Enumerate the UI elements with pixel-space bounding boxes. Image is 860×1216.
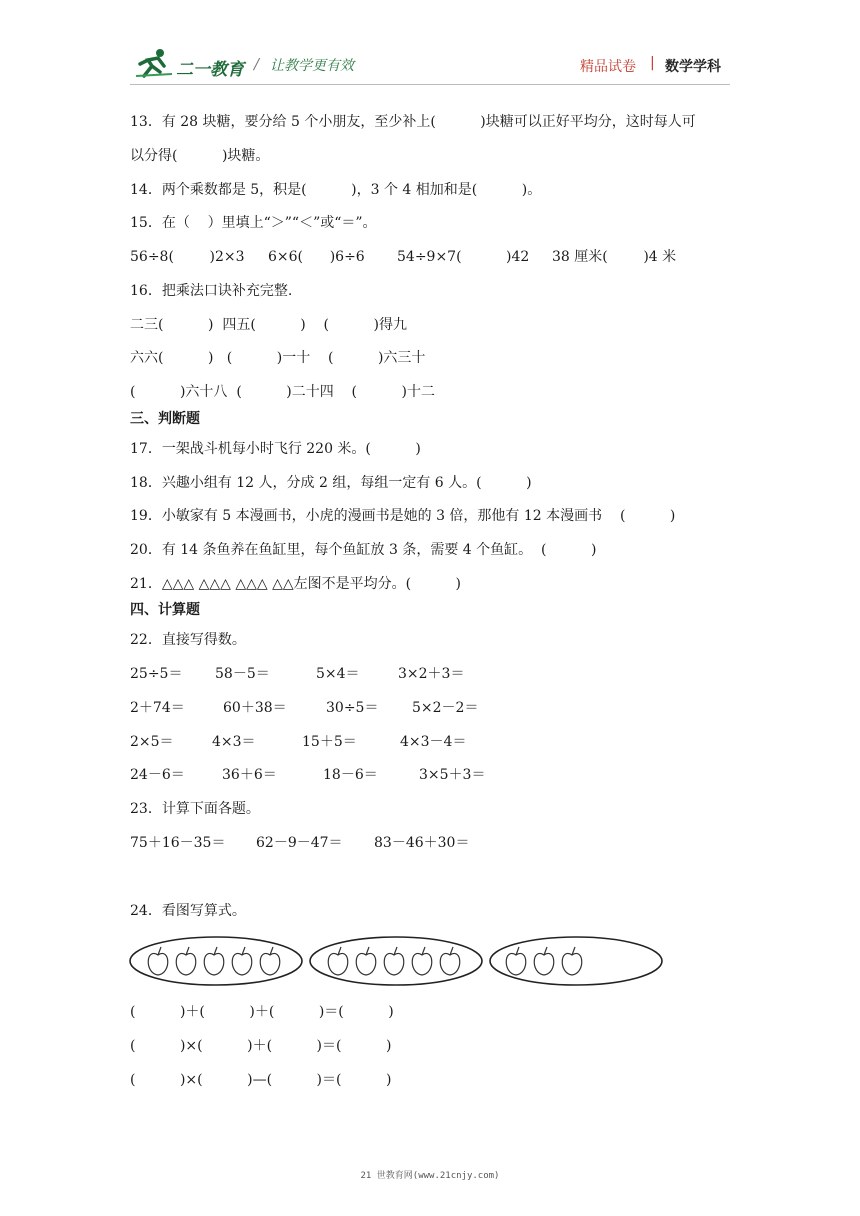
apple-icon bbox=[148, 947, 168, 975]
apple-icon bbox=[356, 947, 376, 975]
question-14: 14．两个乘数都是 5，积是( )，3 个 4 相加和是( )。 bbox=[130, 182, 542, 198]
header-divider bbox=[130, 84, 730, 85]
apple-group-oval bbox=[490, 937, 662, 985]
calc-item: 15＋5＝ bbox=[302, 734, 357, 750]
question-24-row-1: ( )＋( )＋( )＝( ) bbox=[130, 1004, 394, 1020]
question-15-item-c: 54÷9×7( )42 bbox=[397, 249, 530, 265]
calc-item: 5×2－2＝ bbox=[412, 700, 479, 716]
calc-item: 60＋38＝ bbox=[223, 700, 287, 716]
calc-item: 2＋74＝ bbox=[130, 700, 185, 716]
apples-figure bbox=[128, 933, 668, 993]
calc-item: 4×3－4＝ bbox=[400, 734, 467, 750]
question-21: 21．△△△ △△△ △△△ △△左图不是平均分。( ) bbox=[130, 576, 462, 592]
apple-icon bbox=[328, 947, 348, 975]
question-13-line-2: 以分得( )块糖。 bbox=[130, 148, 270, 164]
calc-item: 36＋6＝ bbox=[222, 767, 277, 783]
logo-text: 二一教育 bbox=[176, 60, 244, 80]
apple-icon bbox=[232, 947, 252, 975]
apple-group-oval bbox=[310, 937, 482, 985]
calc-item: 2×5＝ bbox=[130, 734, 174, 750]
logo-runner-icon bbox=[134, 46, 174, 80]
apple-icon bbox=[506, 947, 526, 975]
section-4-heading: 四、计算题 bbox=[130, 602, 200, 618]
header-label: 精品试卷 bbox=[580, 59, 636, 75]
question-16-row-3: ( )六十八 ( )二十四 ( )十二 bbox=[130, 384, 435, 400]
section-3-heading: 三、判断题 bbox=[130, 411, 200, 427]
calc-item: 5×4＝ bbox=[316, 666, 360, 682]
apple-icon bbox=[204, 947, 224, 975]
question-20: 20．有 14 条鱼养在鱼缸里，每个鱼缸放 3 条，需要 4 个鱼缸。 ( ) bbox=[130, 542, 597, 558]
question-15-item-b: 6×6( )6÷6 bbox=[268, 249, 365, 265]
question-19: 19．小敏家有 5 本漫画书，小虎的漫画书是她的 3 倍，那他有 12 本漫画书 ( ) bbox=[130, 508, 676, 524]
apple-icon bbox=[176, 947, 196, 975]
question-15-item-a: 56÷8( )2×3 bbox=[130, 249, 245, 265]
question-15-item-d: 38 厘米( )4 米 bbox=[552, 249, 677, 265]
apple-icon bbox=[412, 947, 432, 975]
question-17: 17．一架战斗机每小时飞行 220 米。( ) bbox=[130, 441, 421, 457]
header-subject: 数学学科 bbox=[665, 59, 721, 75]
calc-item: 30÷5＝ bbox=[326, 700, 379, 716]
question-23: 23．计算下面各题。 bbox=[130, 801, 260, 817]
page-footer: 21 世教育网(www.21cnjy.com) bbox=[360, 1171, 500, 1181]
question-24-row-2: ( )×( )＋( )＝( ) bbox=[130, 1038, 392, 1054]
calc-item: 24－6＝ bbox=[130, 767, 185, 783]
question-24-row-3: ( )×( )—( )＝( ) bbox=[130, 1072, 392, 1088]
calc-item: 18－6＝ bbox=[323, 767, 378, 783]
question-18: 18．兴趣小组有 12 人，分成 2 组，每组一定有 6 人。( ) bbox=[130, 475, 532, 491]
question-22: 22．直接写得数。 bbox=[130, 632, 246, 648]
header-slogan: 让教学更有效 bbox=[270, 58, 354, 74]
apple-icon bbox=[260, 947, 280, 975]
calc-item: 62－9－47＝ bbox=[256, 835, 343, 851]
calc-item: 58－5＝ bbox=[215, 666, 270, 682]
question-24: 24．看图写算式。 bbox=[130, 903, 246, 919]
question-16: 16．把乘法口诀补充完整. bbox=[130, 283, 293, 299]
calc-item: 75＋16－35＝ bbox=[130, 835, 226, 851]
header-separator: | bbox=[650, 55, 655, 71]
apple-icon bbox=[384, 947, 404, 975]
question-16-row-2: 六六( ) ( )一十 ( )六三十 bbox=[130, 350, 426, 366]
apple-icon bbox=[534, 947, 554, 975]
apple-icon bbox=[562, 947, 582, 975]
apple-group-oval bbox=[130, 937, 302, 985]
calc-item: 83－46＋30＝ bbox=[374, 835, 470, 851]
calc-item: 3×2＋3＝ bbox=[398, 666, 465, 682]
calc-item: 4×3＝ bbox=[212, 734, 256, 750]
question-13-line-1: 13．有 28 块糖，要分给 5 个小朋友，至少补上( )块糖可以正好平均分，这时每人可 bbox=[130, 114, 696, 130]
calc-item: 3×5＋3＝ bbox=[419, 767, 486, 783]
header-slash: / bbox=[254, 55, 260, 73]
apple-icon bbox=[440, 947, 460, 975]
question-15: 15．在（ ）里填上“＞”“＜”或“＝”。 bbox=[130, 215, 377, 231]
question-16-row-1: 二三( ) 四五( ) ( )得九 bbox=[130, 317, 407, 333]
calc-item: 25÷5＝ bbox=[130, 666, 183, 682]
